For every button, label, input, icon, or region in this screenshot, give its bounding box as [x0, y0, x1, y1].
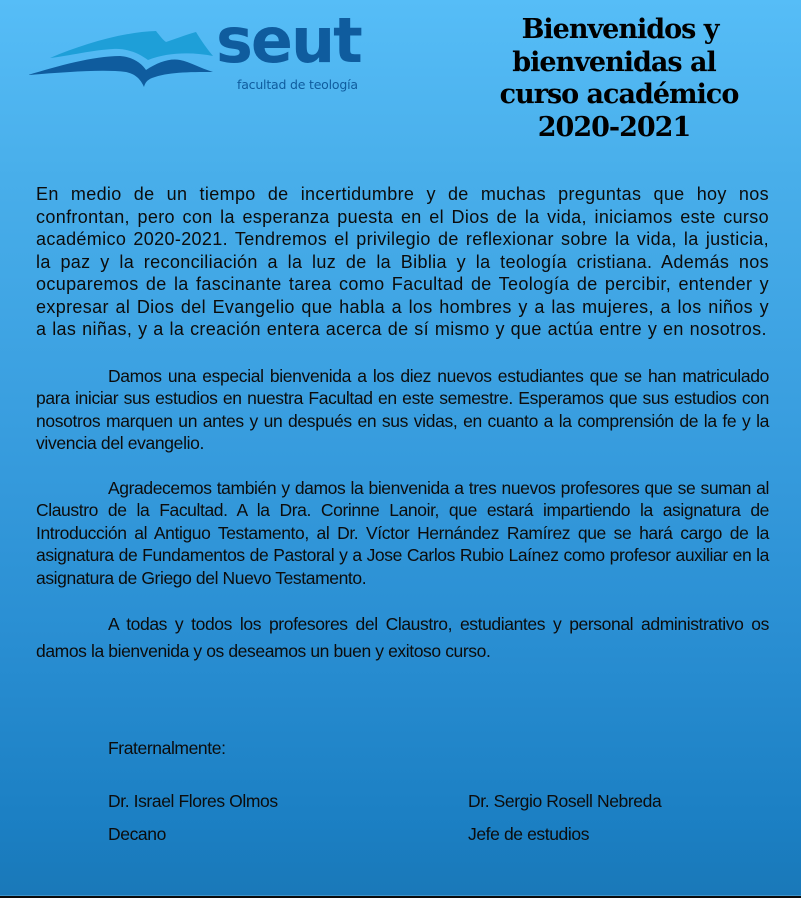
title-line: Bienvenidos y [521, 14, 719, 45]
signer-dean [108, 790, 278, 856]
paragraph-students: Damos una especial bienvenida a los diez nuevos estudiantes que se han matriculado para iniciar sus estudios en nuestra Facultad en este semestre. Esperamos que sus estudios con nosotros marquen un antes y un después en sus vidas, en cuanto a la comprensión de la fe y la vivencia del evangelio. [36, 365, 769, 453]
seut-logo [28, 4, 373, 96]
paragraph-intro: En medio de un tiempo de incertidumbre y de muchas preguntas que hoy nos confrontan, pero con la esperanza puesta en el Dios de la vida, iniciamos este curso académico 2020-2021. Tendremos el privilegio de reflexionar sobre la vida, la justicia, la paz y la reconciliación a la luz de la Biblia y la teología cristiana. Además nos ocuparemos de la fascinante tarea como Facultad de Teología de percibir, entender y expresar al Dios del Evangelio que habla a los hombres y a las mujeres, a los niños y a las niñas, y a la creación entera acerca de sí mismo y que actúa entre y en nosotros. [36, 184, 769, 339]
paragraph-professors: Agradecemos también y damos la bienvenida a tres nuevos profesores que se suman al Claustro de la Facultad. A la Dra. Corinne Lanoir, que estará impartiendo la asignatura de Introducción al Antiguo Testamento, al Dr. Víctor Hernández Ramírez que se hará cargo de la asignatura de Fundamentos de Pastoral y a Jose Carlos Rubio Laínez como profesor auxiliar en la asignatura de Griego del Nuevo Testamento. [36, 477, 769, 588]
title-line: curso académico [499, 79, 739, 110]
signer-name: Dr. Sergio Rosell Nebreda [468, 791, 662, 811]
signer-name: Dr. Israel Flores Olmos [108, 791, 278, 811]
signer-role: Decano [108, 824, 166, 844]
open-book-icon [28, 20, 213, 90]
paragraph-closing-wishes: A todas y todos los profesores del Claustro, estudiantes y personal administrativo os damos la bienvenida y os deseamos un buen y exitoso curso. [36, 614, 769, 661]
signer-role: Jefe de estudios [468, 824, 590, 844]
signer-head-of-studies [468, 790, 661, 856]
logo-tagline: facultad de teología [237, 77, 358, 92]
title-line: 2020-2021 [537, 111, 691, 143]
page-title [440, 14, 800, 144]
title-line: bienvenidas al [512, 46, 716, 78]
logo-wordmark: seut [216, 4, 361, 77]
closing-salutation: Fraternalmente: [108, 738, 226, 758]
letter-body [36, 183, 769, 665]
